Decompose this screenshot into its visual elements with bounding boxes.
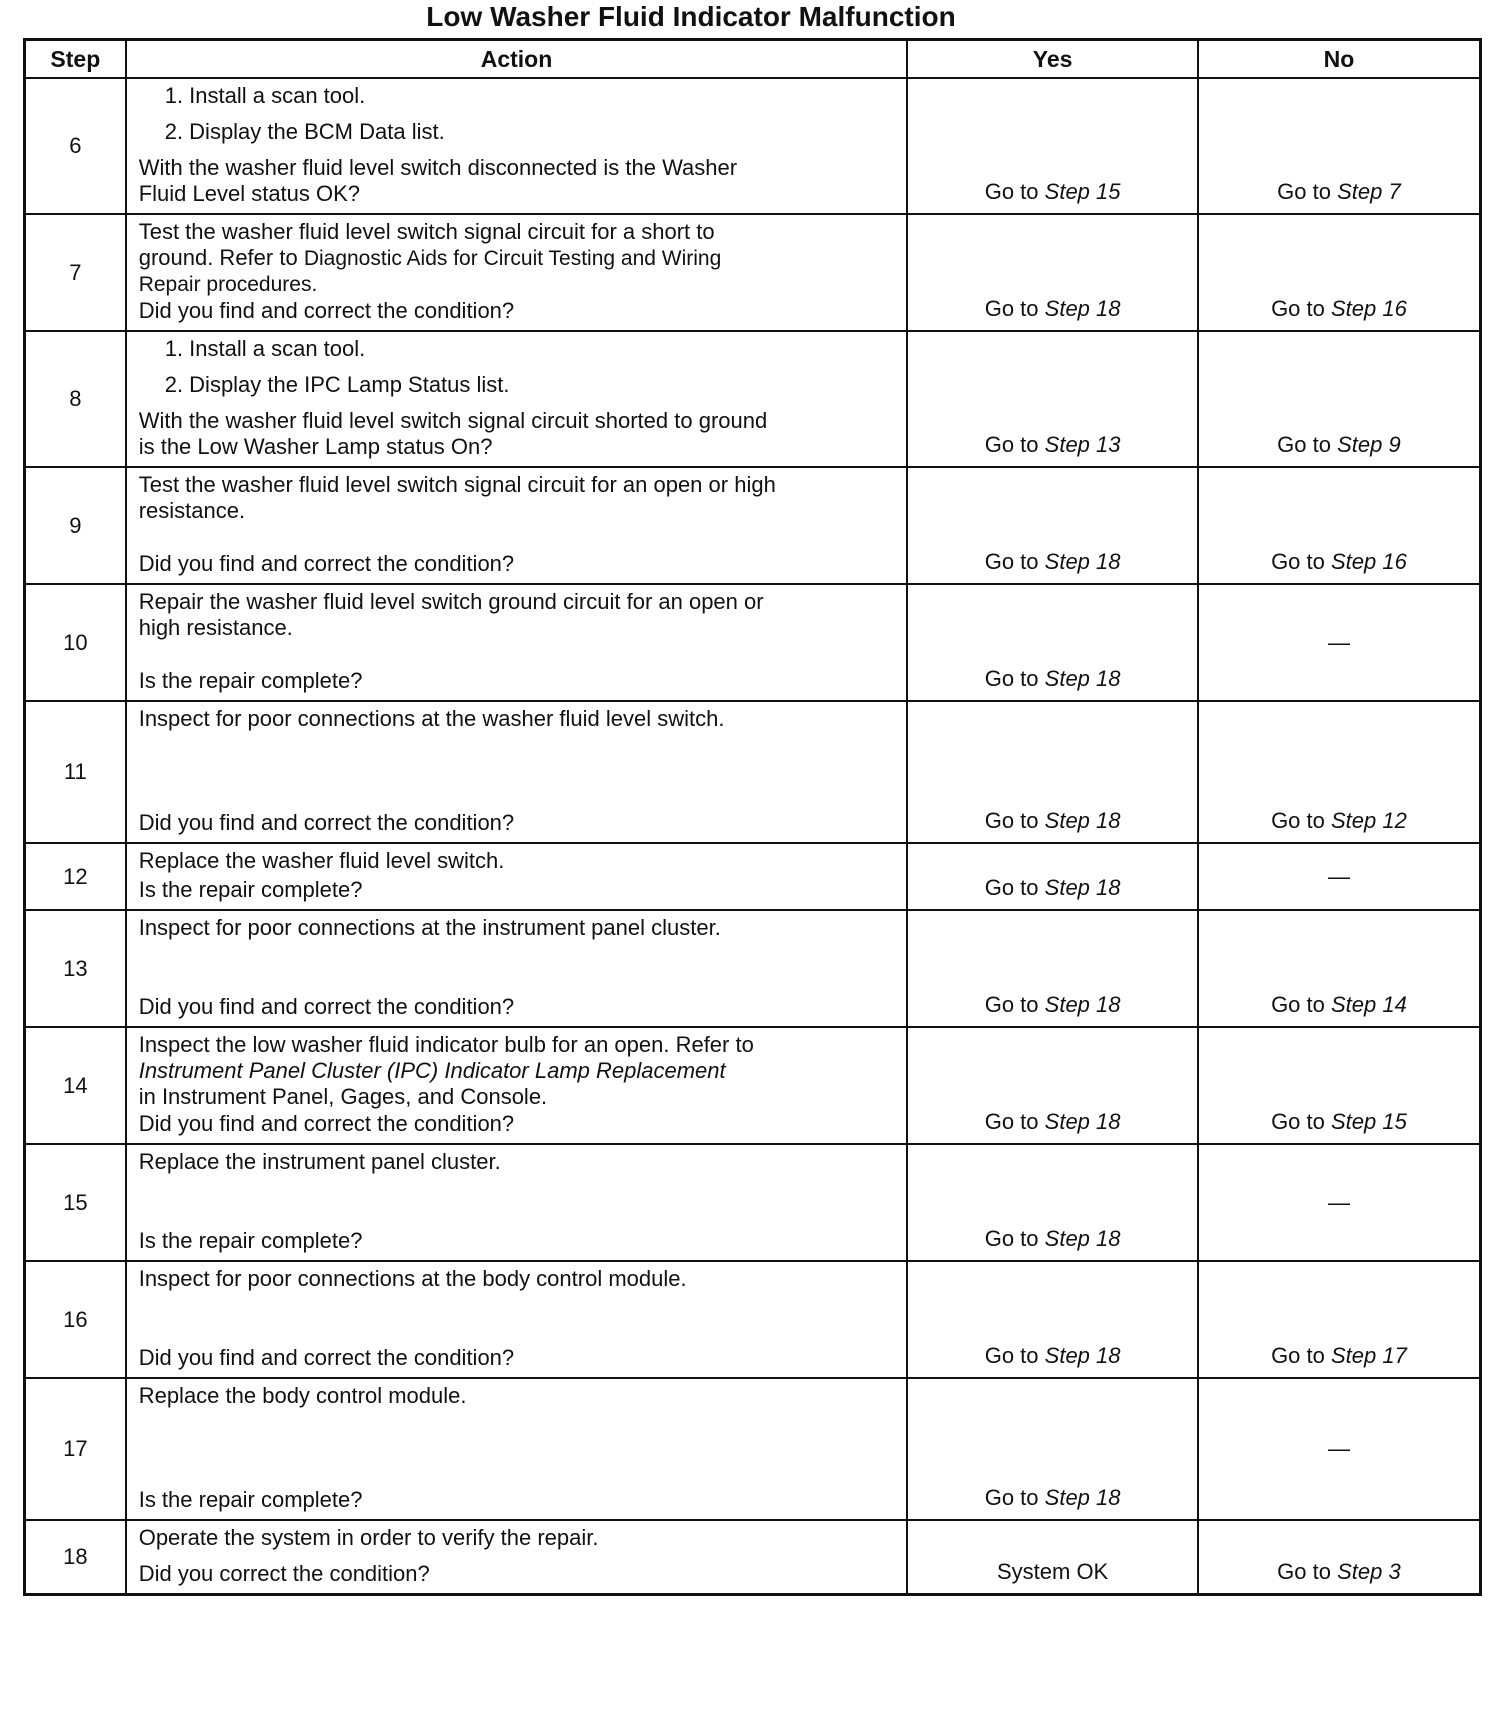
go-to-label: Go to [984, 992, 1039, 1017]
no-step-link[interactable]: Step 3 [1337, 1559, 1401, 1584]
page-title: Low Washer Fluid Indicator Malfunction [426, 1, 956, 32]
table-row [25, 843, 1481, 910]
no-cell [1198, 331, 1481, 467]
action-question: Is the repair complete? [138, 668, 363, 693]
no-cell [1198, 701, 1481, 843]
step-number: 9 [25, 467, 126, 584]
action-text: Repair the washer fluid level switch ground circuit for an open or [138, 589, 764, 614]
no-step-link[interactable]: Step 16 [1331, 549, 1407, 574]
action-cell [126, 214, 908, 331]
go-to-label: Go to [984, 1485, 1039, 1510]
action-cell [126, 1520, 908, 1595]
action-cell [126, 1261, 908, 1378]
table-row [25, 1378, 1481, 1520]
action-text: resistance. [138, 498, 246, 523]
no-step-link[interactable]: Step 16 [1331, 296, 1407, 321]
action-question: Is the repair complete? [138, 1487, 363, 1512]
step-number: 13 [25, 910, 126, 1027]
yes-cell [907, 584, 1198, 701]
action-question: Is the repair complete? [138, 1228, 363, 1253]
yes-cell [907, 910, 1198, 1027]
no-cell-empty: — [1198, 1378, 1481, 1520]
yes-cell [907, 701, 1198, 843]
system-ok-label: System OK [996, 1559, 1109, 1584]
no-step-link[interactable]: Step 12 [1331, 808, 1407, 833]
action-cell [126, 701, 908, 843]
table-header-row [25, 40, 1481, 79]
go-to-label: Go to [1271, 1343, 1325, 1368]
action-text: high resistance. [138, 615, 293, 640]
yes-cell [907, 78, 1198, 214]
no-step-link[interactable]: Step 17 [1331, 1343, 1407, 1368]
no-cell [1198, 467, 1481, 584]
go-to-label: Go to [1277, 432, 1331, 457]
yes-cell [907, 331, 1198, 467]
step-number: 8 [25, 331, 126, 467]
table-row [25, 910, 1481, 1027]
go-to-label: Go to [1277, 1559, 1331, 1584]
no-cell [1198, 1520, 1481, 1595]
list-item: 1. Install a scan tool. [164, 83, 366, 108]
table-row [25, 584, 1481, 701]
table-row [25, 78, 1481, 214]
yes-step-link[interactable]: Step 18 [1044, 808, 1121, 833]
step-number: 10 [25, 584, 126, 701]
yes-cell [907, 467, 1198, 584]
yes-step-link[interactable]: Step 15 [1044, 179, 1121, 204]
action-text: ground. Refer to [138, 245, 298, 270]
list-item: 2. Display the IPC Lamp Status list. [164, 372, 510, 397]
action-cell [126, 467, 908, 584]
table-row [25, 467, 1481, 584]
action-cell [126, 843, 908, 910]
reference-link[interactable]: Repair procedures. [138, 273, 318, 296]
action-text: Replace the instrument panel cluster. [138, 1149, 501, 1174]
action-cell [126, 1144, 908, 1261]
action-text: Inspect for poor connections at the body control module. [138, 1266, 687, 1291]
yes-step-link[interactable]: Step 18 [1044, 875, 1121, 900]
action-question: Did you correct the condition? [138, 1561, 430, 1586]
action-cell [126, 78, 908, 214]
action-text: Inspect for poor connections at the washer fluid level switch. [138, 706, 725, 731]
no-step-link[interactable]: Step 9 [1337, 432, 1401, 457]
header-yes: Yes [907, 40, 1198, 79]
action-question: Did you find and correct the condition? [138, 1111, 515, 1136]
go-to-label: Go to [1271, 992, 1325, 1017]
yes-cell [907, 1378, 1198, 1520]
yes-cell [907, 1261, 1198, 1378]
yes-step-link[interactable]: Step 13 [1044, 432, 1121, 457]
table-row [25, 701, 1481, 843]
go-to-label: Go to [984, 875, 1039, 900]
no-cell-empty: — [1198, 1144, 1481, 1261]
action-cell [126, 910, 908, 1027]
go-to-label: Go to [1277, 179, 1331, 204]
step-number: 11 [25, 701, 126, 843]
action-cell [126, 331, 908, 467]
action-text: in Instrument Panel, Gages, and Console. [138, 1084, 548, 1109]
no-cell-empty: — [1198, 843, 1481, 910]
action-text: Test the washer fluid level switch signal circuit for a short to [138, 219, 715, 244]
go-to-label: Go to [984, 1343, 1039, 1368]
go-to-label: Go to [984, 1109, 1039, 1134]
yes-step-link[interactable]: Step 18 [1044, 1109, 1121, 1134]
action-question: Did you find and correct the condition? [138, 551, 515, 576]
no-cell [1198, 910, 1481, 1027]
step-number: 6 [25, 78, 126, 214]
yes-cell [907, 1520, 1198, 1595]
no-cell [1198, 78, 1481, 214]
go-to-label: Go to [1271, 296, 1325, 321]
action-text: Test the washer fluid level switch signal circuit for an open or high [138, 472, 776, 497]
yes-step-link[interactable]: Step 18 [1044, 1226, 1121, 1251]
step-number: 15 [25, 1144, 126, 1261]
go-to-label: Go to [984, 666, 1039, 691]
action-cell [126, 584, 908, 701]
yes-cell [907, 843, 1198, 910]
yes-step-link[interactable]: Step 18 [1044, 1485, 1121, 1510]
action-text: Replace the washer fluid level switch. [138, 848, 505, 873]
action-text: Replace the body control module. [138, 1383, 467, 1408]
action-question: Did you find and correct the condition? [138, 994, 515, 1019]
action-text: Operate the system in order to verify the repair. [138, 1525, 599, 1550]
table-row [25, 1261, 1481, 1378]
list-item: 2. Display the BCM Data list. [164, 119, 445, 144]
go-to-label: Go to [984, 549, 1039, 574]
no-cell [1198, 1261, 1481, 1378]
no-step-link[interactable]: Step 14 [1331, 992, 1407, 1017]
step-number: 18 [25, 1520, 126, 1595]
table-row [25, 331, 1481, 467]
yes-cell [907, 1027, 1198, 1144]
action-text: Inspect for poor connections at the instrument panel cluster. [138, 915, 721, 940]
table-row [25, 1520, 1481, 1595]
action-question: Did you find and correct the condition? [138, 298, 515, 323]
diagnostic-table [23, 38, 1482, 1596]
reference-link[interactable]: Diagnostic Aids for Circuit Testing and Wiring [303, 247, 722, 270]
action-cell [126, 1027, 908, 1144]
no-cell-empty: — [1198, 584, 1481, 701]
action-question: is the Low Washer Lamp status On? [138, 434, 493, 459]
step-number: 17 [25, 1378, 126, 1520]
table-row [25, 1027, 1481, 1144]
action-text: With the washer fluid level switch signal circuit shorted to ground [138, 408, 768, 433]
step-number: 7 [25, 214, 126, 331]
reference-link[interactable]: Instrument Panel Cluster (IPC) Indicator Lamp Replacement [138, 1058, 726, 1083]
no-step-link[interactable]: Step 15 [1331, 1109, 1407, 1134]
table-row [25, 1144, 1481, 1261]
go-to-label: Go to [1271, 549, 1325, 574]
step-number: 12 [25, 843, 126, 910]
yes-step-link[interactable]: Step 18 [1044, 1343, 1121, 1368]
go-to-label: Go to [984, 179, 1039, 204]
header-no: No [1198, 40, 1481, 79]
yes-cell [907, 214, 1198, 331]
no-cell [1198, 1027, 1481, 1144]
header-action: Action [126, 40, 908, 79]
action-question: Did you find and correct the condition? [138, 1345, 515, 1370]
go-to-label: Go to [1271, 808, 1325, 833]
list-item: 1. Install a scan tool. [164, 336, 366, 361]
go-to-label: Go to [984, 432, 1039, 457]
header-step: Step [25, 40, 126, 79]
action-question: Fluid Level status OK? [138, 181, 361, 206]
no-step-link[interactable]: Step 7 [1337, 179, 1401, 204]
yes-step-link[interactable]: Step 18 [1044, 296, 1121, 321]
go-to-label: Go to [1271, 1109, 1325, 1134]
action-text: Inspect the low washer fluid indicator bulb for an open. Refer to [138, 1032, 754, 1057]
action-question: Did you find and correct the condition? [138, 810, 515, 835]
yes-step-link[interactable]: Step 18 [1044, 992, 1121, 1017]
action-cell [126, 1378, 908, 1520]
go-to-label: Go to [984, 1226, 1039, 1251]
action-question: Is the repair complete? [138, 877, 363, 902]
action-text: With the washer fluid level switch disconnected is the Washer [138, 155, 738, 180]
step-number: 14 [25, 1027, 126, 1144]
no-cell [1198, 214, 1481, 331]
yes-step-link[interactable]: Step 18 [1044, 549, 1121, 574]
table-row [25, 214, 1481, 331]
yes-step-link[interactable]: Step 18 [1044, 666, 1121, 691]
go-to-label: Go to [984, 808, 1039, 833]
step-number: 16 [25, 1261, 126, 1378]
go-to-label: Go to [984, 296, 1039, 321]
yes-cell [907, 1144, 1198, 1261]
